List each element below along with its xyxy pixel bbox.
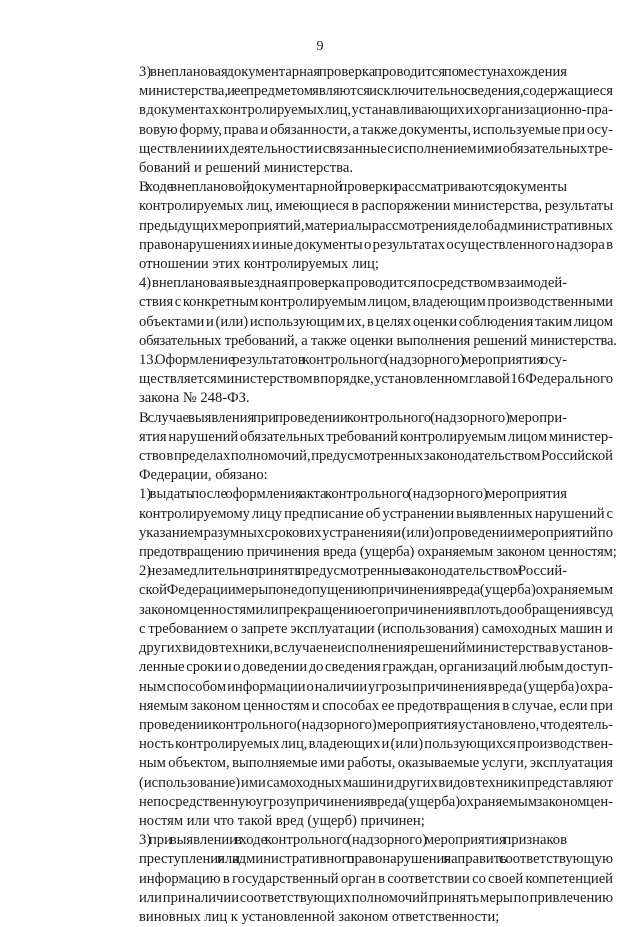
text-line: 3) при выявлении в ходе контрольного (надзорного) мероприятия признаков [139,832,567,849]
text-line: ность контролируемых лиц, владеющих и (или) пользующихся производствен- [139,736,613,753]
text-line: ленные сроки и о доведении до сведения граждан, организаций любым доступ- [139,659,613,676]
text-line: ществлении их деятельности и связанные с исполнением ими обязательных тре- [139,140,613,157]
text-line: ностям или что такой вред (ущерб) причинен; [139,812,425,829]
text-line: виновных лиц к установленной законом ответственности; [139,908,500,925]
text-line: 1) выдать после оформления акта контрольного (надзорного) мероприятия [139,486,567,503]
text-line: контролируемому лицу предписание об устранении выявленных нарушений с [139,505,613,522]
text-line: предыдущих мероприятий, материалы рассмотрения дел об административных [139,217,613,234]
paragraph [93,831,613,927]
text-line: в документах контролируемых лиц, устанавливающих их организационно-пра- [139,102,613,119]
text-line: В случае выявления при проведении контрольного (надзорного) меропри- [139,409,567,426]
text-line: (использование) ими самоходных машин и других видов техники представляют [139,774,613,791]
text-line: преступления или административного правонарушения направить соответствующую [139,851,613,868]
text-line: объектами и (или) использующим их, в целях оценки соблюдения таким лицом [139,313,613,330]
paragraph [93,274,617,351]
paragraph [93,409,613,486]
text-line: информацию в государственный орган в соответствии со своей компетенцией [139,870,613,887]
text-line: 4) внеплановая выездная проверка проводится посредством взаимодей- [139,275,567,292]
text-line: В ходе внеплановой документарной проверки рассматриваются документы [139,179,567,196]
text-line: отношении этих контролируемых лиц; [139,256,379,273]
text-line: с требованием о запрете эксплуатации (использования) самоходных машин и [139,620,613,637]
text-line: ным объектом, выполняемые ими работы, оказываемые услуги, эксплуатация [139,755,613,772]
text-line: ствия с конкретным контролируемым лицом, владеющим производственными [139,294,613,311]
text-line: контролируемых лиц, имеющиеся в распоряжении министерства, результаты [139,198,613,215]
paragraph [93,562,613,831]
text-line: закона № 248-ФЗ. [139,390,250,407]
text-line: других видов техники, в случае неисполнения решений министерства в установ- [139,640,613,657]
text-line: вовую форму, права и обязанности, а также документы, используемые при осу- [139,121,613,138]
page-number: 9 [316,39,324,54]
text-line: ятия нарушений обязательных требований контролируемым лицом министер- [139,428,613,445]
text-line: 2) незамедлительно принять предусмотренные законодательством Россий- [139,563,567,580]
text-line: проведении контрольного (надзорного) мероприятия установлено, что деятель- [139,716,613,733]
paragraph [93,351,613,409]
text-line: указанием разумных сроков их устранения и (или) о проведении мероприятий по [139,524,613,541]
text-line: ской Федерации меры по недопущению причинения вреда (ущерба) охраняемым [139,582,613,599]
text-line: ным способом информации о наличии угрозы причинения вреда (ущерба) охра- [139,678,613,695]
document-body [93,63,617,927]
text-line: няемым законом ценностям и способах ее предотвращения в случае, если при [139,697,613,714]
text-line: ство в пределах полномочий, предусмотренных законодательством Российской [139,448,613,465]
text-line: министерства, и ее предметом являются исключительно сведения, содержащиеся [139,83,613,100]
text-line: непосредственную угрозу причинения вреда (ущерба) охраняемым законом цен- [139,793,613,810]
text-line: предотвращению причинения вреда (ущерба) охраняемым законом ценностям; [139,544,617,561]
text-line: законом ценностям или прекращению его причинения вплоть до обращения в суд [139,601,613,618]
text-line: бований и решений министерства. [139,160,353,177]
text-line: или при наличии соответствующих полномочий принять меры по привлечению [139,889,613,906]
paragraph [93,485,617,562]
paragraph [93,63,613,178]
text-line: ществляется министерством в порядке, установленном главой 16 Федерального [139,371,613,388]
text-line: обязательных требований, а также оценки выполнения решений министерства. [139,332,617,349]
text-line: 3) внеплановая документарная проверка проводится по месту нахождения [139,64,567,80]
text-line: 13. Оформление результатов контрольного (надзорного) мероприятия осу- [139,352,567,369]
text-line: Федерации, обязано: [139,467,268,484]
text-line: правонарушениях и иные документы о результатах осуществленного надзора в [139,236,613,253]
paragraph [93,178,613,274]
